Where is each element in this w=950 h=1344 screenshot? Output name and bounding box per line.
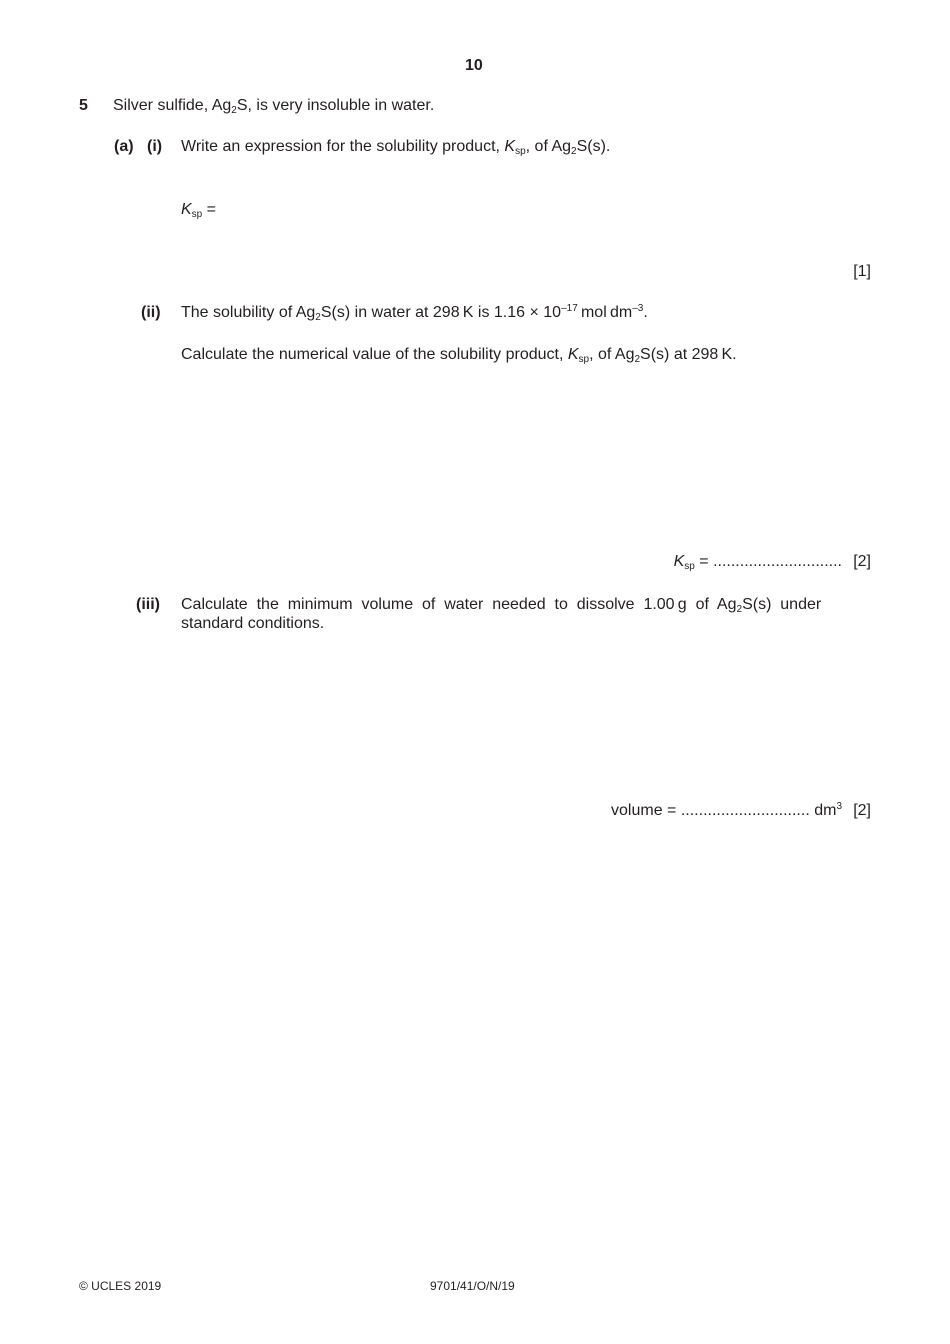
- marks-iii: [2]: [853, 802, 871, 819]
- part-ii-line2: Calculate the numerical value of the solubility product, $K_{sp}$, of $Ag_2S(s)$ at 298 K.: [181, 346, 737, 365]
- ksp-answer-area[interactable]: $K_{sp}$ =: [181, 201, 217, 220]
- part-iii-line1: Calculate the minimum volume of water needed to dissolve 1.00 g of $Ag_2S(s)$ under: [181, 596, 822, 615]
- part-iii-label: (iii): [136, 596, 160, 613]
- part-ii-label: (ii): [141, 304, 161, 321]
- part-iii-line2: standard conditions.: [181, 615, 325, 632]
- footer-copyright: © UCLES 2019: [79, 1279, 162, 1293]
- part-ii-line1: The solubility of $Ag_2S(s)$ in water at 298 K is $1.16 \times 10^{-17}$ mol $dm^{-3}$.: [181, 303, 648, 323]
- marks-i: [1]: [853, 263, 871, 280]
- question-number: 5: [79, 97, 88, 114]
- part-i-label: (i): [147, 138, 163, 155]
- part-a-label: (a): [114, 138, 134, 155]
- marks-ii: [2]: [853, 553, 871, 570]
- ksp-answer-line[interactable]: $K_{sp}$ = .............................: [673, 553, 842, 572]
- volume-answer-line[interactable]: volume = ............................. $dm^3$: [611, 801, 842, 819]
- page-number: 10: [465, 57, 483, 74]
- part-i-text: Write an expression for the solubility product, $K_{sp}$, of $Ag_2S(s)$.: [181, 138, 611, 157]
- question-stem: Silver sulfide, $Ag_2S$, is very insoluble in water.: [113, 97, 435, 116]
- footer-paper-code: 9701/41/O/N/19: [430, 1279, 515, 1293]
